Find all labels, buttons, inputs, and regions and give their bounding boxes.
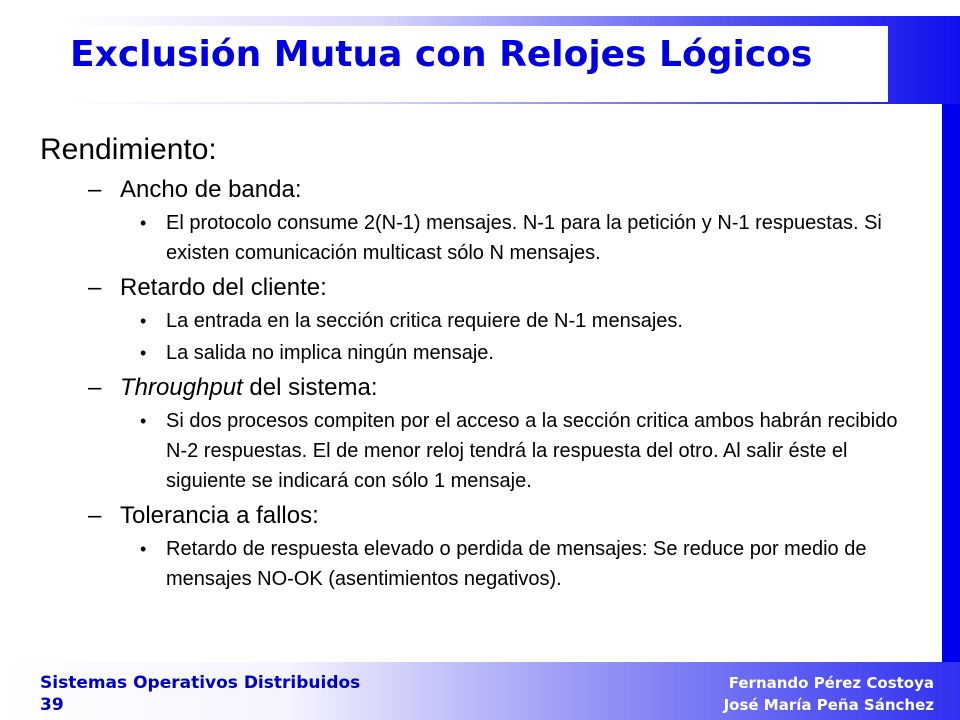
- footer-author-1: Fernando Pérez Costoya: [728, 674, 934, 692]
- dash-marker: –: [88, 374, 102, 401]
- section-tolerancia-fallos: [40, 500, 930, 532]
- bullet-marker: •: [140, 213, 147, 233]
- bullet-text: El protocolo consume 2(N-1) mensajes. N-1 para la petición y N-1 respuestas. Si existen comunicación multicast sólo N mensajes.: [166, 212, 882, 264]
- section-label-italic: Throughput: [120, 374, 243, 401]
- bullet-item: [40, 208, 930, 268]
- bullet-item: [40, 534, 930, 594]
- slide-title: Exclusión Mutua con Relojes Lógicos: [70, 34, 813, 75]
- section-throughput: [40, 372, 930, 404]
- bullet-text: La entrada en la sección critica requiere de N-1 mensajes.: [166, 310, 683, 332]
- heading-rendimiento: Rendimiento:: [40, 133, 217, 166]
- bullet-item: [40, 306, 930, 336]
- section-ancho-de-banda: [40, 174, 930, 206]
- bullet-marker: •: [140, 311, 147, 331]
- bullet-marker: •: [140, 411, 147, 431]
- section-label: Ancho de banda:: [120, 176, 302, 203]
- right-accent-bar: [942, 104, 960, 662]
- bullet-item: [40, 338, 930, 368]
- footer-authors: [724, 672, 934, 716]
- section-label-rest: del sistema:: [242, 374, 378, 401]
- footer-author-2: José María Peña Sánchez: [723, 696, 934, 714]
- bullet-marker: •: [140, 539, 147, 559]
- footer-course-info: [40, 672, 360, 716]
- bullet-marker: •: [140, 343, 147, 363]
- bullet-text: La salida no implica ningún mensaje.: [166, 342, 494, 364]
- slide-body: [40, 130, 930, 596]
- footer-course-name: Sistemas Operativos Distribuidos: [40, 673, 361, 693]
- section-retardo-cliente: [40, 272, 930, 304]
- footer-page-number: 39: [40, 695, 64, 715]
- bullet-text: Retardo de respuesta elevado o perdida de mensajes: Se reduce por medio de mensajes NO-OK (asentimientos negativos).: [166, 538, 867, 590]
- section-label: Retardo del cliente:: [120, 274, 327, 301]
- bullet-item: [40, 406, 930, 496]
- dash-marker: –: [88, 176, 102, 203]
- dash-marker: –: [88, 502, 102, 529]
- section-label: Tolerancia a fallos:: [120, 502, 319, 529]
- bullet-text: Si dos procesos compiten por el acceso a la sección critica ambos habrán recibido N-2 respuestas. El de menor reloj tendrá la respuesta del otro. Al salir éste el siguiente se indicará con sólo 1 mensaje.: [166, 410, 898, 492]
- dash-marker: –: [88, 274, 102, 301]
